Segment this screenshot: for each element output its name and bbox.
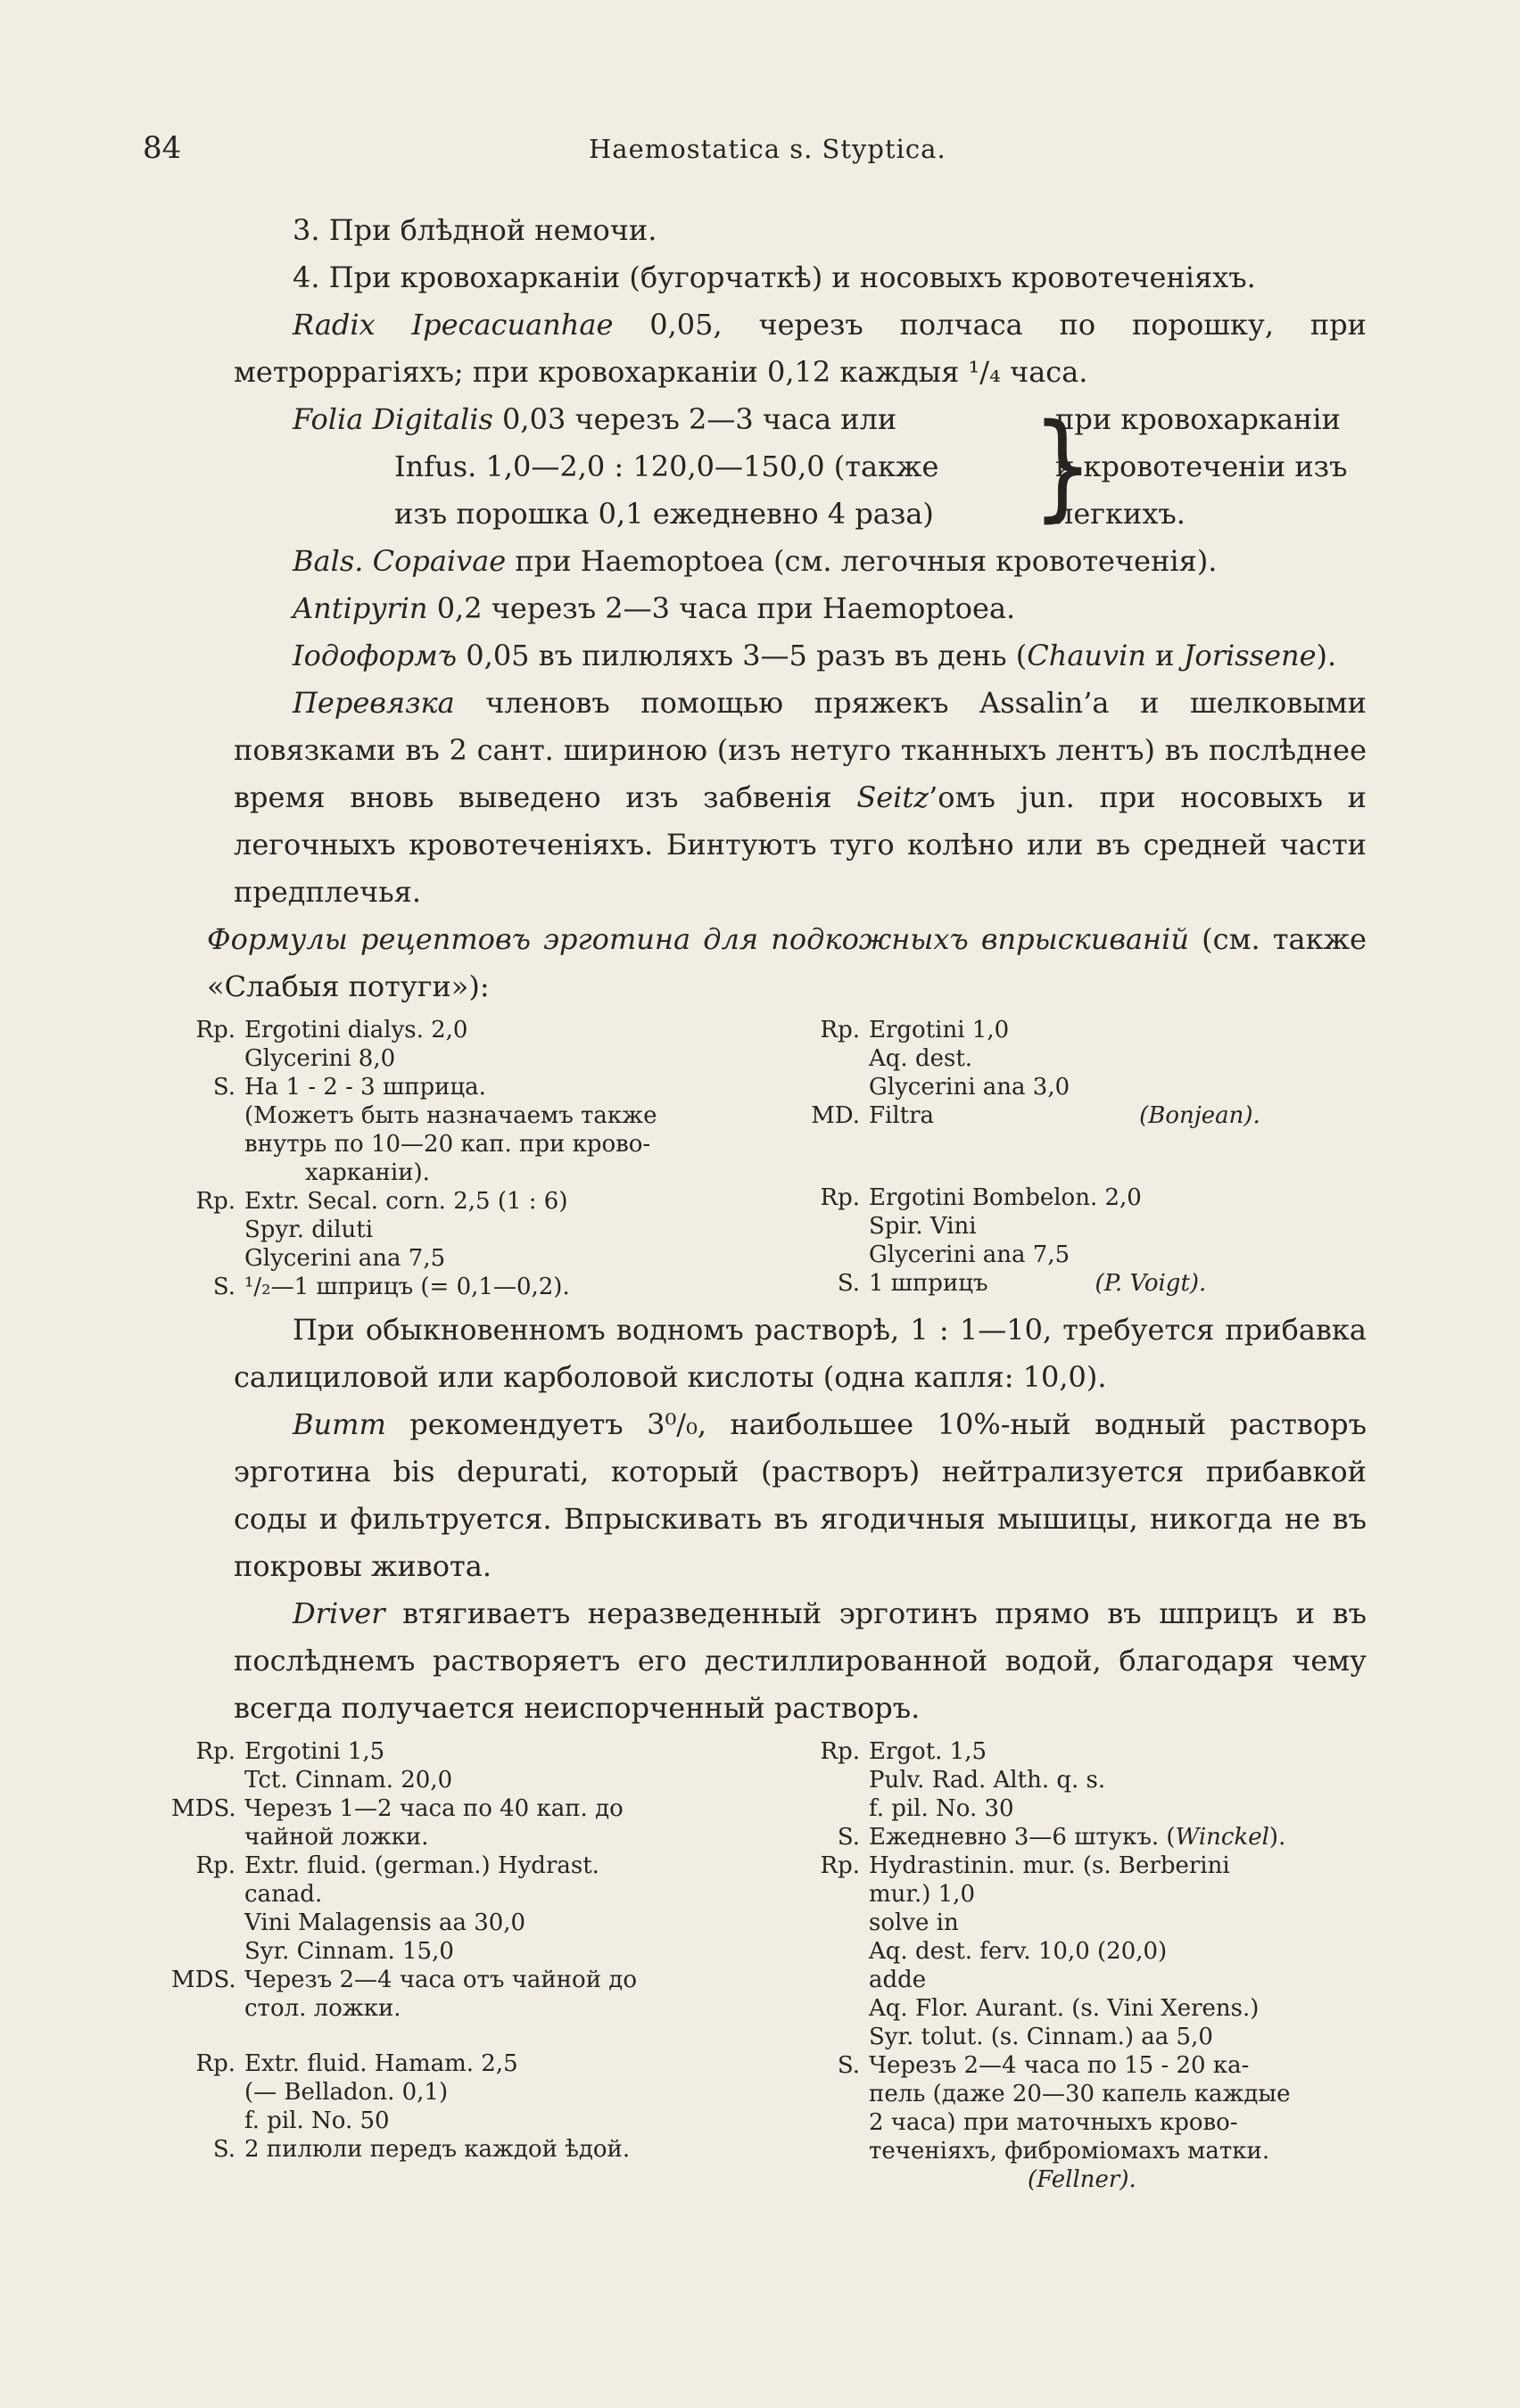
item-3: 3. При блѣдной немочи.: [293, 213, 657, 247]
antipyrin-paragraph: Antipyrin 0,2 черезъ 2—3 часа при Haemoptoea.: [293, 591, 1016, 625]
item-4: 4. При кровохарканіи (бугорчаткѣ) и носовыхъ кровотеченіяхъ.: [293, 260, 1256, 294]
recipes-block-1: [171, 1016, 1367, 1301]
recipes-block-2: [171, 1737, 1367, 2194]
drug-name: Radix Ipecacuanhae: [293, 308, 614, 342]
bumm-paragraph: Bumm рекомендуетъ 3⁰/₀, наибольшее 10%-ный водный растворъ эрготина bis depurati, который (растворъ) нейтрализуется прибавкой соды и фильтруется. Впрыскивать въ ягодичныя мышицы, никогда не въ покровы живота.: [234, 1407, 1367, 1583]
digitalis-block: Folia Digitalis 0,03 черезъ 2—3 часа или Infus. 1,0—2,0 : 120,0—150,0 (также изъ порошка 0,1 ежедневно 4 раза) } при кровохарканіи и кровотеченіи изъ легкихъ.: [293, 399, 1348, 533]
driver-paragraph: Driver втягиваетъ неразведенный эрготинъ прямо въ шприцъ и въ послѣднемъ растворяетъ его дестиллированной водой, благодаря чему всегда получается неиспорченный растворъ.: [234, 1596, 1367, 1725]
recipes-right-column: Rp. Ergotini 1,0 Aq. dest. Glycerini ana 3,0 MD. Filtra (Bonjean). Rp. Ergotini Bombelon. 2,0 Spir. Vini Glycerini ana 7,5 S. 1 шприцъ (P. Voigt).: [811, 1017, 1260, 1297]
radix-paragraph: Radix Ipecacuanhae 0,05, черезъ полчаса по порошку, при метроррагіяхъ; при кровохарканіи 0,12 каждыя ¹/₄ часа.: [234, 308, 1367, 389]
formulas-heading: Формулы рецептовъ эрготина для подкожныхъ впрыскиваній (см. также «Слабыя потуги»):: [207, 922, 1367, 1003]
bals-paragraph: Bals. Copaivae при Haemoptoea (см. легочныя кровотеченія).: [293, 544, 1218, 578]
recipes-right-column: Rp. Ergot. 1,5 Pulv. Rad. Alth. q. s. f. pil. No. 30 S. Ежедневно 3—6 штукъ. (Winckel). Rp. Hydrastinin. mur. (s. Berberini mur.) 1,0 solve in Aq. dest. ferv. 10,0 (20,0) adde Aq. Flor. Aurant. (s. Vini Xerens.) Syr. tolut. (s. Cinnam.) aa 5,0 S. Черезъ 2—4 часа по 15 - 20 ка- пель (даже 20—30 капель каждые 2 часа) при маточныхъ крово- теченіяхъ, фиброміомахъ матки. (Fellner).: [820, 1738, 1291, 2193]
drug-name: Folia Digitalis: [293, 402, 493, 436]
page-number: 84: [143, 130, 182, 166]
page-header: [143, 130, 1392, 175]
recipes-left-column: Rp. Ergotini dialys. 2,0 Glycerini 8,0 S. На 1 - 2 - 3 шприца. (Можетъ быть назначаемъ также внутрь по 10—20 кап. при крово- харканіи). Rp. Extr. Secal. corn. 2,5 (1 : 6) Spyr. diluti Glycerini ana 7,5 S. ¹/₂—1 шприцъ (= 0,1—0,2).: [195, 1017, 657, 1300]
running-title: Haemostatica s. Styptica.: [589, 134, 946, 164]
iodoform-paragraph: Іодоформъ 0,05 въ пилюляхъ 3—5 разъ въ день (Chauvin и Jorissene).: [293, 639, 1337, 672]
recipes-left-column: Rp. Ergotini 1,5 Tct. Cinnam. 20,0 MDS. Черезъ 1—2 часа по 40 кап. до чайной ложки. Rp. Extr. fluid. (german.) Hydrast. canad. Vini Malagensis aa 30,0 Syr. Cinnam. 15,0 MDS. Черезъ 2—4 часа отъ чайной до стол. ложки. Rp. Extr. fluid. Hamam. 2,5 (— Belladon. 0,1) f. pil. No. 50 S. 2 пилюли передъ каждой ѣдой.: [171, 1738, 637, 2163]
bandage-paragraph: Перевязка членовъ помощью пряжекъ Assalin’a и шелковыми повязками въ 2 сант. шириною (изъ нетуго тканныхъ лентъ) въ послѣднее время вновь выведено изъ забвенія Seitz’омъ jun. при носовыхъ и легочныхъ кровотеченіяхъ. Бинтуютъ туго колѣно или въ средней части предплечья.: [234, 686, 1367, 909]
page-body: [171, 207, 1367, 2199]
curly-brace: }: [1032, 399, 1094, 533]
dilution-paragraph: При обыкновенномъ водномъ растворѣ, 1 : 1—10, требуется прибавка салициловой или карболовой кислоты (одна капля: 10,0).: [234, 1313, 1367, 1394]
